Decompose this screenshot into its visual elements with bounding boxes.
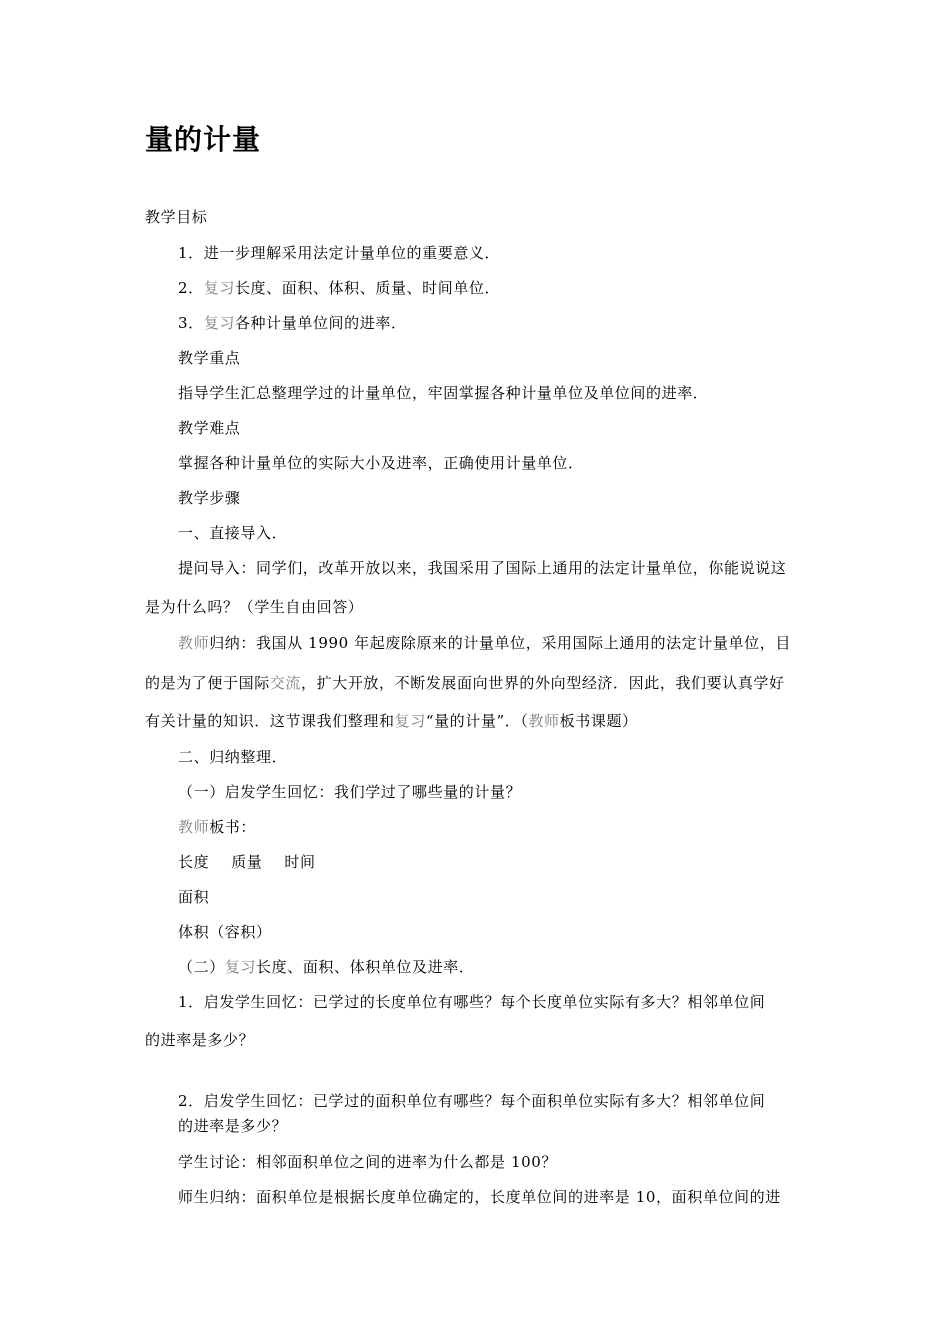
teacher-summary-3c: 板书课题） — [559, 712, 638, 730]
key-points-text: 指导学生汇总整理学过的计量单位，牢固掌握各种计量单位及单位间的进率． — [178, 384, 709, 402]
intro-question-line-1: 提问导入：同学们，改革开放以来，我国采用了国际上通用的法定计量单位，你能说说这 — [178, 559, 787, 577]
document-title: 量的计量 — [145, 123, 262, 156]
recall-1-line-1: 1．启发学生回忆：已学过的长度单位有哪些？每个长度单位实际有多大？相邻单位间 — [178, 993, 766, 1011]
board-mass: 质量 — [231, 853, 263, 871]
objective-3-text: 各种计量单位间的进率． — [234, 314, 407, 332]
steps-heading: 教学步骤 — [178, 489, 241, 507]
board-length: 长度 — [178, 853, 210, 871]
subsection-2-text: 长度、面积、体积单位及进率． — [256, 958, 475, 976]
subsection-2-highlight: 复习 — [224, 958, 257, 976]
recall-2-line-1: 2．启发学生回忆：已学过的面积单位有哪些？每个面积单位实际有多大？相邻单位间 — [178, 1092, 766, 1110]
objective-1: 1．进一步理解采用法定计量单位的重要意义． — [178, 244, 501, 262]
objective-2 — [178, 278, 500, 298]
objectives-heading: 教学目标 — [145, 208, 208, 226]
student-discussion: 学生讨论：相邻面积单位之间的进率为什么都是 100？ — [178, 1153, 558, 1171]
teacher-summary-line-2 — [145, 673, 785, 693]
step-2-title: 二、归纳整理． — [178, 748, 288, 766]
objective-2-number: 2． — [178, 279, 204, 297]
objective-3-highlight: 复习 — [203, 314, 235, 332]
subsection-2-prefix: （二） — [178, 958, 225, 976]
teacher-summary-2b: ，扩大开放，不断发展面向世界的外向型经济．因此，我们要认真学好 — [301, 674, 785, 692]
teacher-summary-line-3 — [145, 711, 638, 731]
step-1-title: 一、直接导入． — [178, 524, 288, 542]
board-writing-text: 板书： — [209, 818, 257, 836]
subsection-2 — [178, 957, 474, 977]
board-writing-label — [178, 817, 256, 837]
teacher-summary-2-highlight: 交流 — [269, 674, 302, 692]
teacher-summary-line-1 — [178, 633, 791, 653]
objective-3-number: 3． — [178, 314, 204, 332]
teacher-summary-3a: 有关计量的知识．这节课我们整理和 — [145, 712, 395, 730]
subsection-1: （一）启发学生回忆：我们学过了哪些量的计量？ — [178, 783, 522, 801]
board-writing-highlight: 教师 — [178, 818, 210, 836]
objective-3 — [178, 313, 407, 333]
teacher-summary-highlight: 教师 — [178, 634, 210, 652]
objective-2-text: 长度、面积、体积、质量、时间单位． — [234, 279, 501, 297]
key-points-heading: 教学重点 — [178, 349, 241, 367]
board-time: 时间 — [284, 853, 316, 871]
teacher-summary-3-highlight-1: 复习 — [394, 712, 426, 730]
board-row-1 — [178, 852, 316, 872]
teacher-summary-3b: “量的计量”．（ — [425, 712, 529, 730]
intro-question-line-2: 是为什么吗？（学生自由回答） — [145, 598, 364, 616]
board-volume: 体积（容积） — [178, 923, 272, 941]
teacher-summary-3-highlight-2: 教师 — [528, 712, 560, 730]
difficulty-heading: 教学难点 — [178, 419, 241, 437]
board-area: 面积 — [178, 888, 210, 906]
objective-2-highlight: 复习 — [203, 279, 235, 297]
recall-1-line-2: 的进率是多少？ — [145, 1031, 255, 1049]
difficulty-text: 掌握各种计量单位的实际大小及进率，正确使用计量单位． — [178, 454, 584, 472]
recall-2-line-2: 的进率是多少？ — [178, 1117, 288, 1135]
teacher-summary-text: 归纳：我国从 1990 年起废除原来的计量单位，采用国际上通用的法定计量单位，目 — [209, 634, 791, 652]
teacher-student-summary: 师生归纳：面积单位是根据长度单位确定的，长度单位间的进率是 10，面积单位间的进 — [178, 1188, 781, 1206]
teacher-summary-2a: 的是为了便于国际 — [145, 674, 270, 692]
